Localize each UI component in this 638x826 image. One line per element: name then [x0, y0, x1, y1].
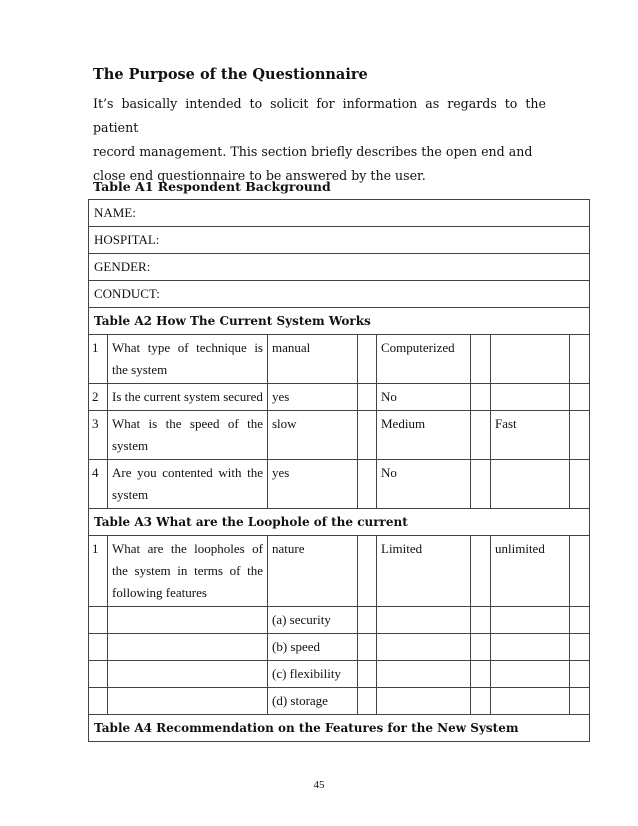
- option-cell: unlimited: [491, 536, 570, 607]
- checkbox-cell[interactable]: [471, 661, 491, 688]
- table-row: [89, 281, 590, 308]
- gender-field: GENDER:: [89, 254, 590, 281]
- section-a3-title: Table A3 What are the Loophole of the current: [89, 509, 590, 536]
- page-number: 45: [313, 779, 325, 791]
- option-cell: slow: [268, 411, 358, 460]
- checkbox-cell[interactable]: [570, 460, 590, 509]
- question-cell: What are the loopholes of the system in terms of the following features: [108, 536, 268, 607]
- checkbox-cell[interactable]: [570, 384, 590, 411]
- option-cell: No: [377, 384, 471, 411]
- section-header-row: [89, 715, 590, 742]
- section-a4-title: Table A4 Recommendation on the Features for the New System: [89, 715, 590, 742]
- table-row: [89, 200, 590, 227]
- checkbox-cell[interactable]: [471, 384, 491, 411]
- row-number: 3: [89, 411, 108, 460]
- table-row: [89, 384, 590, 411]
- checkbox-cell[interactable]: [358, 607, 377, 634]
- checkbox-cell[interactable]: [358, 411, 377, 460]
- table-row: [89, 661, 590, 688]
- checkbox-cell[interactable]: [570, 688, 590, 715]
- checkbox-cell[interactable]: [570, 536, 590, 607]
- option-cell: yes: [268, 384, 358, 411]
- feature-cell: (b) speed: [268, 634, 358, 661]
- checkbox-cell[interactable]: [358, 335, 377, 384]
- checkbox-cell[interactable]: [358, 634, 377, 661]
- option-cell: [491, 460, 570, 509]
- table-row: [89, 634, 590, 661]
- page-heading: The Purpose of the Questionnaire: [93, 66, 368, 83]
- checkbox-cell[interactable]: [570, 607, 590, 634]
- option-cell: Limited: [377, 536, 471, 607]
- feature-cell: (a) security: [268, 607, 358, 634]
- paragraph-line: It’s basically intended to solicit for information as regards to the patient: [93, 96, 546, 135]
- option-cell: Fast: [491, 411, 570, 460]
- table-row: [89, 254, 590, 281]
- option-cell: No: [377, 460, 471, 509]
- question-cell: What type of technique is the system: [108, 335, 268, 384]
- name-field: NAME:: [89, 200, 590, 227]
- option-cell: yes: [268, 460, 358, 509]
- row-number: 1: [89, 335, 108, 384]
- table-row: [89, 688, 590, 715]
- row-number: 1: [89, 536, 108, 607]
- table-caption: Table A1 Respondent Background: [93, 179, 331, 194]
- row-number: 4: [89, 460, 108, 509]
- checkbox-cell[interactable]: [358, 460, 377, 509]
- section-a2-title: Table A2 How The Current System Works: [89, 308, 590, 335]
- option-cell: manual: [268, 335, 358, 384]
- checkbox-cell[interactable]: [570, 661, 590, 688]
- paragraph-line: record management. This section briefly describes the open end and: [93, 144, 533, 159]
- table-row: [89, 411, 590, 460]
- option-cell: Computerized: [377, 335, 471, 384]
- table-row: [89, 607, 590, 634]
- checkbox-cell[interactable]: [358, 384, 377, 411]
- checkbox-cell[interactable]: [358, 536, 377, 607]
- checkbox-cell[interactable]: [570, 411, 590, 460]
- table-row: [89, 335, 590, 384]
- option-cell: nature: [268, 536, 358, 607]
- table-row: [89, 536, 590, 607]
- option-cell: [491, 384, 570, 411]
- table-row: [89, 227, 590, 254]
- row-number: 2: [89, 384, 108, 411]
- table-row: [89, 460, 590, 509]
- question-cell: What is the speed of the system: [108, 411, 268, 460]
- checkbox-cell[interactable]: [471, 335, 491, 384]
- checkbox-cell[interactable]: [358, 688, 377, 715]
- checkbox-cell[interactable]: [471, 411, 491, 460]
- questionnaire-table: [88, 199, 590, 742]
- hospital-field: HOSPITAL:: [89, 227, 590, 254]
- section-header-row: [89, 509, 590, 536]
- section-header-row: [89, 308, 590, 335]
- question-cell: Is the current system secured: [108, 384, 268, 411]
- checkbox-cell[interactable]: [471, 607, 491, 634]
- checkbox-cell[interactable]: [570, 335, 590, 384]
- checkbox-cell[interactable]: [358, 661, 377, 688]
- checkbox-cell[interactable]: [471, 688, 491, 715]
- option-cell: Medium: [377, 411, 471, 460]
- feature-cell: (c) flexibility: [268, 661, 358, 688]
- checkbox-cell[interactable]: [471, 460, 491, 509]
- conduct-field: CONDUCT:: [89, 281, 590, 308]
- paragraph-line: close end questionnaire to be answered by the user.: [93, 168, 426, 183]
- checkbox-cell[interactable]: [570, 634, 590, 661]
- checkbox-cell[interactable]: [471, 634, 491, 661]
- feature-cell: (d) storage: [268, 688, 358, 715]
- intro-paragraph: [93, 92, 546, 188]
- question-cell: Are you contented with the system: [108, 460, 268, 509]
- checkbox-cell[interactable]: [471, 536, 491, 607]
- option-cell: [491, 335, 570, 384]
